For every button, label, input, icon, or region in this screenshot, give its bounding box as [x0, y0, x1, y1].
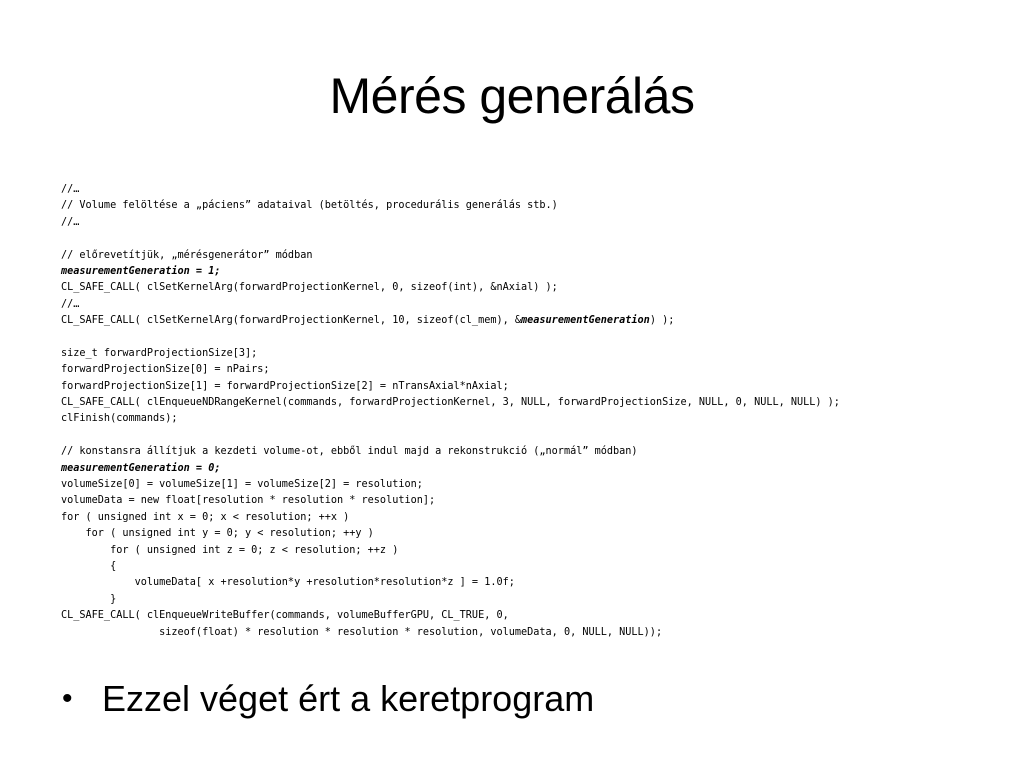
- slide-title: Mérés generálás: [329, 68, 695, 124]
- code-text: forwardProjectionSize[1] = forwardProjectionSize[2] = nTransAxial*nAxial;: [61, 380, 509, 392]
- code-text: for ( unsigned int x = 0; x < resolution; ++x ): [61, 511, 350, 523]
- code-line: [61, 395, 1001, 411]
- code-text: {: [61, 560, 117, 572]
- code-text: // előrevetítjük, „mérésgenerátor” módban: [61, 249, 313, 261]
- code-text: CL_SAFE_CALL( clEnqueueWriteBuffer(commands, volumeBufferGPU, CL_TRUE, 0,: [61, 610, 509, 622]
- code-line: [61, 346, 1001, 362]
- code-line: [61, 592, 1001, 608]
- code-text: }: [61, 593, 117, 605]
- code-text: clFinish(commands);: [61, 413, 178, 425]
- code-line: [61, 444, 1001, 460]
- code-text: //…: [61, 216, 80, 228]
- code-text: //…: [61, 298, 80, 310]
- code-text: for ( unsigned int z = 0; z < resolution; ++z ): [61, 544, 399, 556]
- code-line: [61, 428, 1001, 444]
- code-line: [61, 231, 1001, 247]
- code-line: [61, 608, 1001, 624]
- bullet-dot-icon: •: [62, 682, 73, 715]
- code-block: [61, 182, 1001, 641]
- code-text: sizeof(float) * resolution * resolution * resolution, volumeData, 0, NULL, NULL));: [61, 626, 663, 638]
- code-line: [61, 198, 1001, 214]
- code-line: [61, 297, 1001, 313]
- code-line: [61, 461, 1001, 477]
- code-line: [61, 493, 1001, 509]
- code-line: [61, 330, 1001, 346]
- code-line: [61, 543, 1001, 559]
- code-text: // konstansra állítjuk a kezdeti volume-ot, ebből indul majd a rekonstrukció („normál” módban): [61, 446, 638, 458]
- code-line: [61, 379, 1001, 395]
- code-line: [61, 264, 1001, 280]
- code-line: [61, 575, 1001, 591]
- code-text: forwardProjectionSize[0] = nPairs;: [61, 364, 270, 376]
- bullet-text: Ezzel véget ért a keretprogram: [102, 678, 595, 719]
- code-text: // Volume felöltése a „páciens” adataival (betöltés, procedurális generálás stb.): [61, 200, 558, 212]
- code-line: [61, 280, 1001, 296]
- code-keyword-emphasis: measurementGeneration = 0;: [61, 462, 221, 474]
- code-line: [61, 248, 1001, 264]
- code-keyword-emphasis: measurementGeneration = 1;: [61, 265, 221, 277]
- code-line: [61, 362, 1001, 378]
- code-line: [61, 477, 1001, 493]
- code-line: [61, 182, 1001, 198]
- code-text: CL_SAFE_CALL( clEnqueueNDRangeKernel(commands, forwardProjectionKernel, 3, NULL, forwardProjectionSize, NULL, 0, NULL, NULL) );: [61, 397, 840, 409]
- code-line: [61, 526, 1001, 542]
- code-line: [61, 215, 1001, 231]
- code-text: volumeSize[0] = volumeSize[1] = volumeSize[2] = resolution;: [61, 479, 423, 491]
- code-text: size_t forwardProjectionSize[3];: [61, 347, 258, 359]
- code-text: ) );: [649, 315, 675, 327]
- code-text: volumeData[ x +resolution*y +resolution*resolution*z ] = 1.0f;: [61, 577, 515, 589]
- bullet-item: [62, 676, 594, 722]
- code-text: //…: [61, 184, 80, 195]
- code-line: [61, 625, 1001, 641]
- code-line: [61, 510, 1001, 526]
- code-text: CL_SAFE_CALL( clSetKernelArg(forwardProjectionKernel, 0, sizeof(int), &nAxial) );: [61, 282, 558, 294]
- code-text: CL_SAFE_CALL( clSetKernelArg(forwardProjectionKernel, 10, sizeof(cl_mem), &: [61, 315, 522, 327]
- code-text: for ( unsigned int y = 0; y < resolution; ++y ): [61, 528, 374, 540]
- code-line: [61, 313, 1001, 329]
- code-keyword-emphasis: measurementGeneration: [521, 315, 650, 327]
- code-line: [61, 411, 1001, 427]
- code-text: volumeData = new float[resolution * resolution * resolution];: [61, 495, 436, 507]
- code-line: [61, 559, 1001, 575]
